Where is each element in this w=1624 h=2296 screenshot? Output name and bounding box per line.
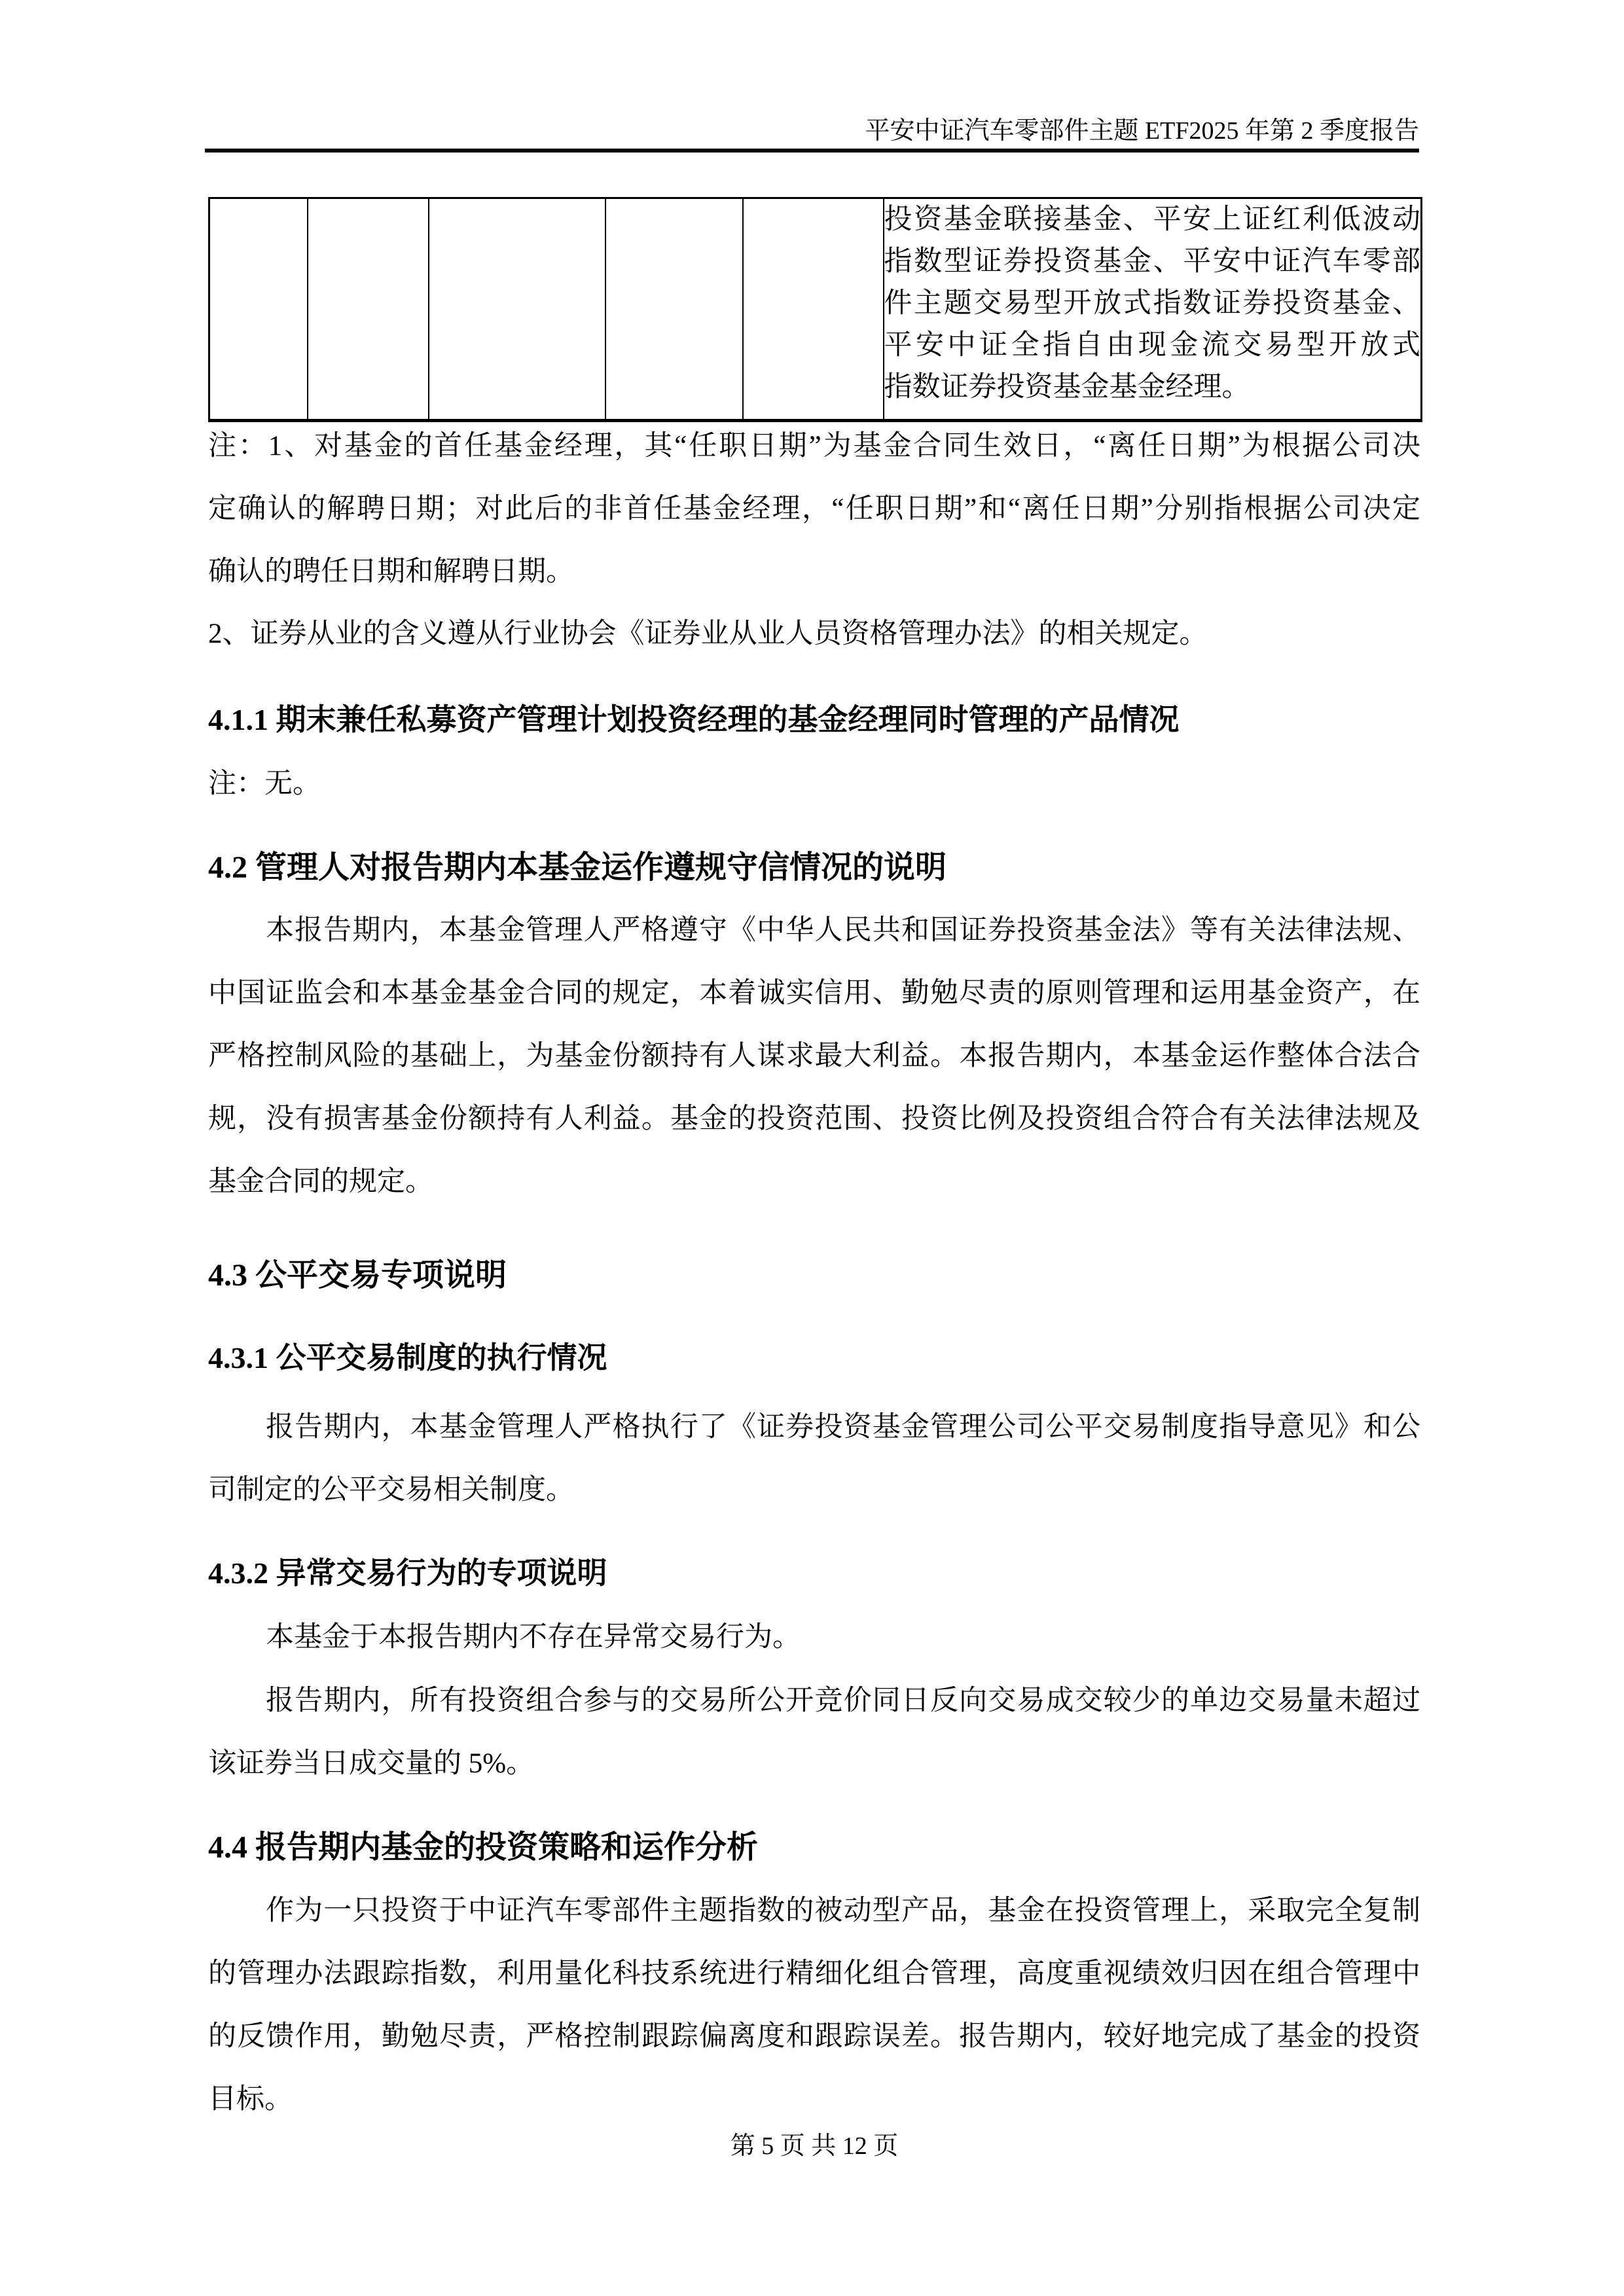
- section-4-1-1-note: [208, 753, 1420, 816]
- text-line: 报告期内，本基金管理人严格执行了《证券投资基金管理公司公平交易制度指导意见》和公: [266, 1412, 1420, 1443]
- text-line: 本基金于本报告期内不存在异常交易行为。: [266, 1622, 801, 1653]
- section-4-4-paragraph: [208, 1880, 1420, 2131]
- text-line: 基金合同的规定。: [208, 1166, 433, 1197]
- text-line: 作为一只投资于中证汽车零部件主题指数的被动型产品，基金在投资管理上，采取完全复制: [266, 1895, 1420, 1926]
- table-note-paragraph: [208, 415, 1420, 603]
- heading-4-4: 4.4 报告期内基金的投资策略和运作分析: [208, 1830, 759, 1865]
- heading-4-3-1: 4.3.1 公平交易制度的执行情况: [208, 1341, 607, 1374]
- text-line: 注：1、对基金的首任基金经理，其“任职日期”为基金合同生效日，“离任日期”为根据公司决: [208, 431, 1420, 461]
- table-cell-description: [884, 198, 1422, 421]
- cell-text-line: 件主题交易型开放式指数证券投资基金、: [884, 288, 1420, 319]
- text-line: 确认的聘任日期和解聘日期。: [208, 556, 574, 587]
- table-row: [209, 198, 1422, 421]
- cell-text-line: 指数型证券投资基金、平安中证汽车零部: [884, 246, 1420, 277]
- manager-table: [208, 197, 1422, 422]
- heading-4-3-2: 4.3.2 异常交易行为的专项说明: [208, 1556, 607, 1590]
- section-4-3-1-paragraph: [208, 1396, 1420, 1522]
- heading-4-2: 4.2 管理人对报告期内本基金运作遵规守信情况的说明: [208, 850, 947, 885]
- header-title: 平安中证汽车零部件主题 ETF2025 年第 2 季度报告: [865, 117, 1419, 145]
- header-rule: [205, 149, 1419, 152]
- section-4-3-2-paragraph-1: [208, 1606, 1420, 1669]
- table-cell-empty-4: [605, 198, 743, 421]
- text-line: 定确认的解聘日期；对此后的非首任基金经理，“任职日期”和“离任日期”分别指根据公司决定: [208, 493, 1420, 524]
- text-line: 报告期内，所有投资组合参与的交易所公开竞价同日反向交易成交较少的单边交易量未超过: [266, 1685, 1420, 1716]
- cell-text-line: 平安中证全指自由现金流交易型开放式: [884, 330, 1420, 361]
- text-line: 中国证监会和本基金基金合同的规定，本着诚实信用、勤勉尽责的原则管理和运用基金资产，在: [208, 978, 1420, 1009]
- heading-4-3: 4.3 公平交易专项说明: [208, 1258, 507, 1293]
- text-line: 2、证券从业的含义遵从行业协会《证券业从业人员资格管理办法》的相关规定。: [208, 619, 1208, 649]
- table-note-2-paragraph: [208, 603, 1420, 666]
- text-line: 目标。: [208, 2084, 293, 2115]
- text-line: 严格控制风险的基础上，为基金份额持有人谋求最大利益。本报告期内，本基金运作整体合法合: [208, 1041, 1420, 1071]
- section-4-2-paragraph: [208, 899, 1420, 1213]
- table-cell-empty-1: [209, 198, 308, 421]
- text-line: 本报告期内，本基金管理人严格遵守《中华人民共和国证券投资基金法》等有关法律法规、: [266, 915, 1420, 946]
- heading-4-1-1: 4.1.1 期末兼任私募资产管理计划投资经理的基金经理同时管理的产品情况: [208, 703, 1180, 736]
- text-line: 规，没有损害基金份额持有人利益。基金的投资范围、投资比例及投资组合符合有关法律法规及: [208, 1103, 1420, 1134]
- table-cell-empty-3: [429, 198, 605, 421]
- text-line: 的管理办法跟踪指数，利用量化科技系统进行精细化组合管理，高度重视绩效归因在组合管理中: [208, 1958, 1420, 1989]
- text-line: 注：无。: [208, 768, 321, 799]
- text-line: 的反馈作用，勤勉尽责，严格控制跟踪偏离度和跟踪误差。报告期内，较好地完成了基金的投资: [208, 2021, 1420, 2052]
- table-cell-empty-2: [308, 198, 429, 421]
- cell-text-line: 指数证券投资基金基金经理。: [884, 372, 1250, 403]
- text-line: 司制定的公平交易相关制度。: [208, 1475, 574, 1505]
- page-number: 第 5 页 共 12 页: [730, 2132, 899, 2160]
- section-4-3-2-paragraph-2: [208, 1670, 1420, 1795]
- page-footer: [208, 2130, 1420, 2162]
- table-cell-empty-5: [743, 198, 884, 421]
- cell-text-line: 投资基金联接基金、平安上证红利低波动: [884, 204, 1420, 235]
- text-line: 该证券当日成交量的 5%。: [208, 1748, 535, 1779]
- page-header: [205, 116, 1419, 146]
